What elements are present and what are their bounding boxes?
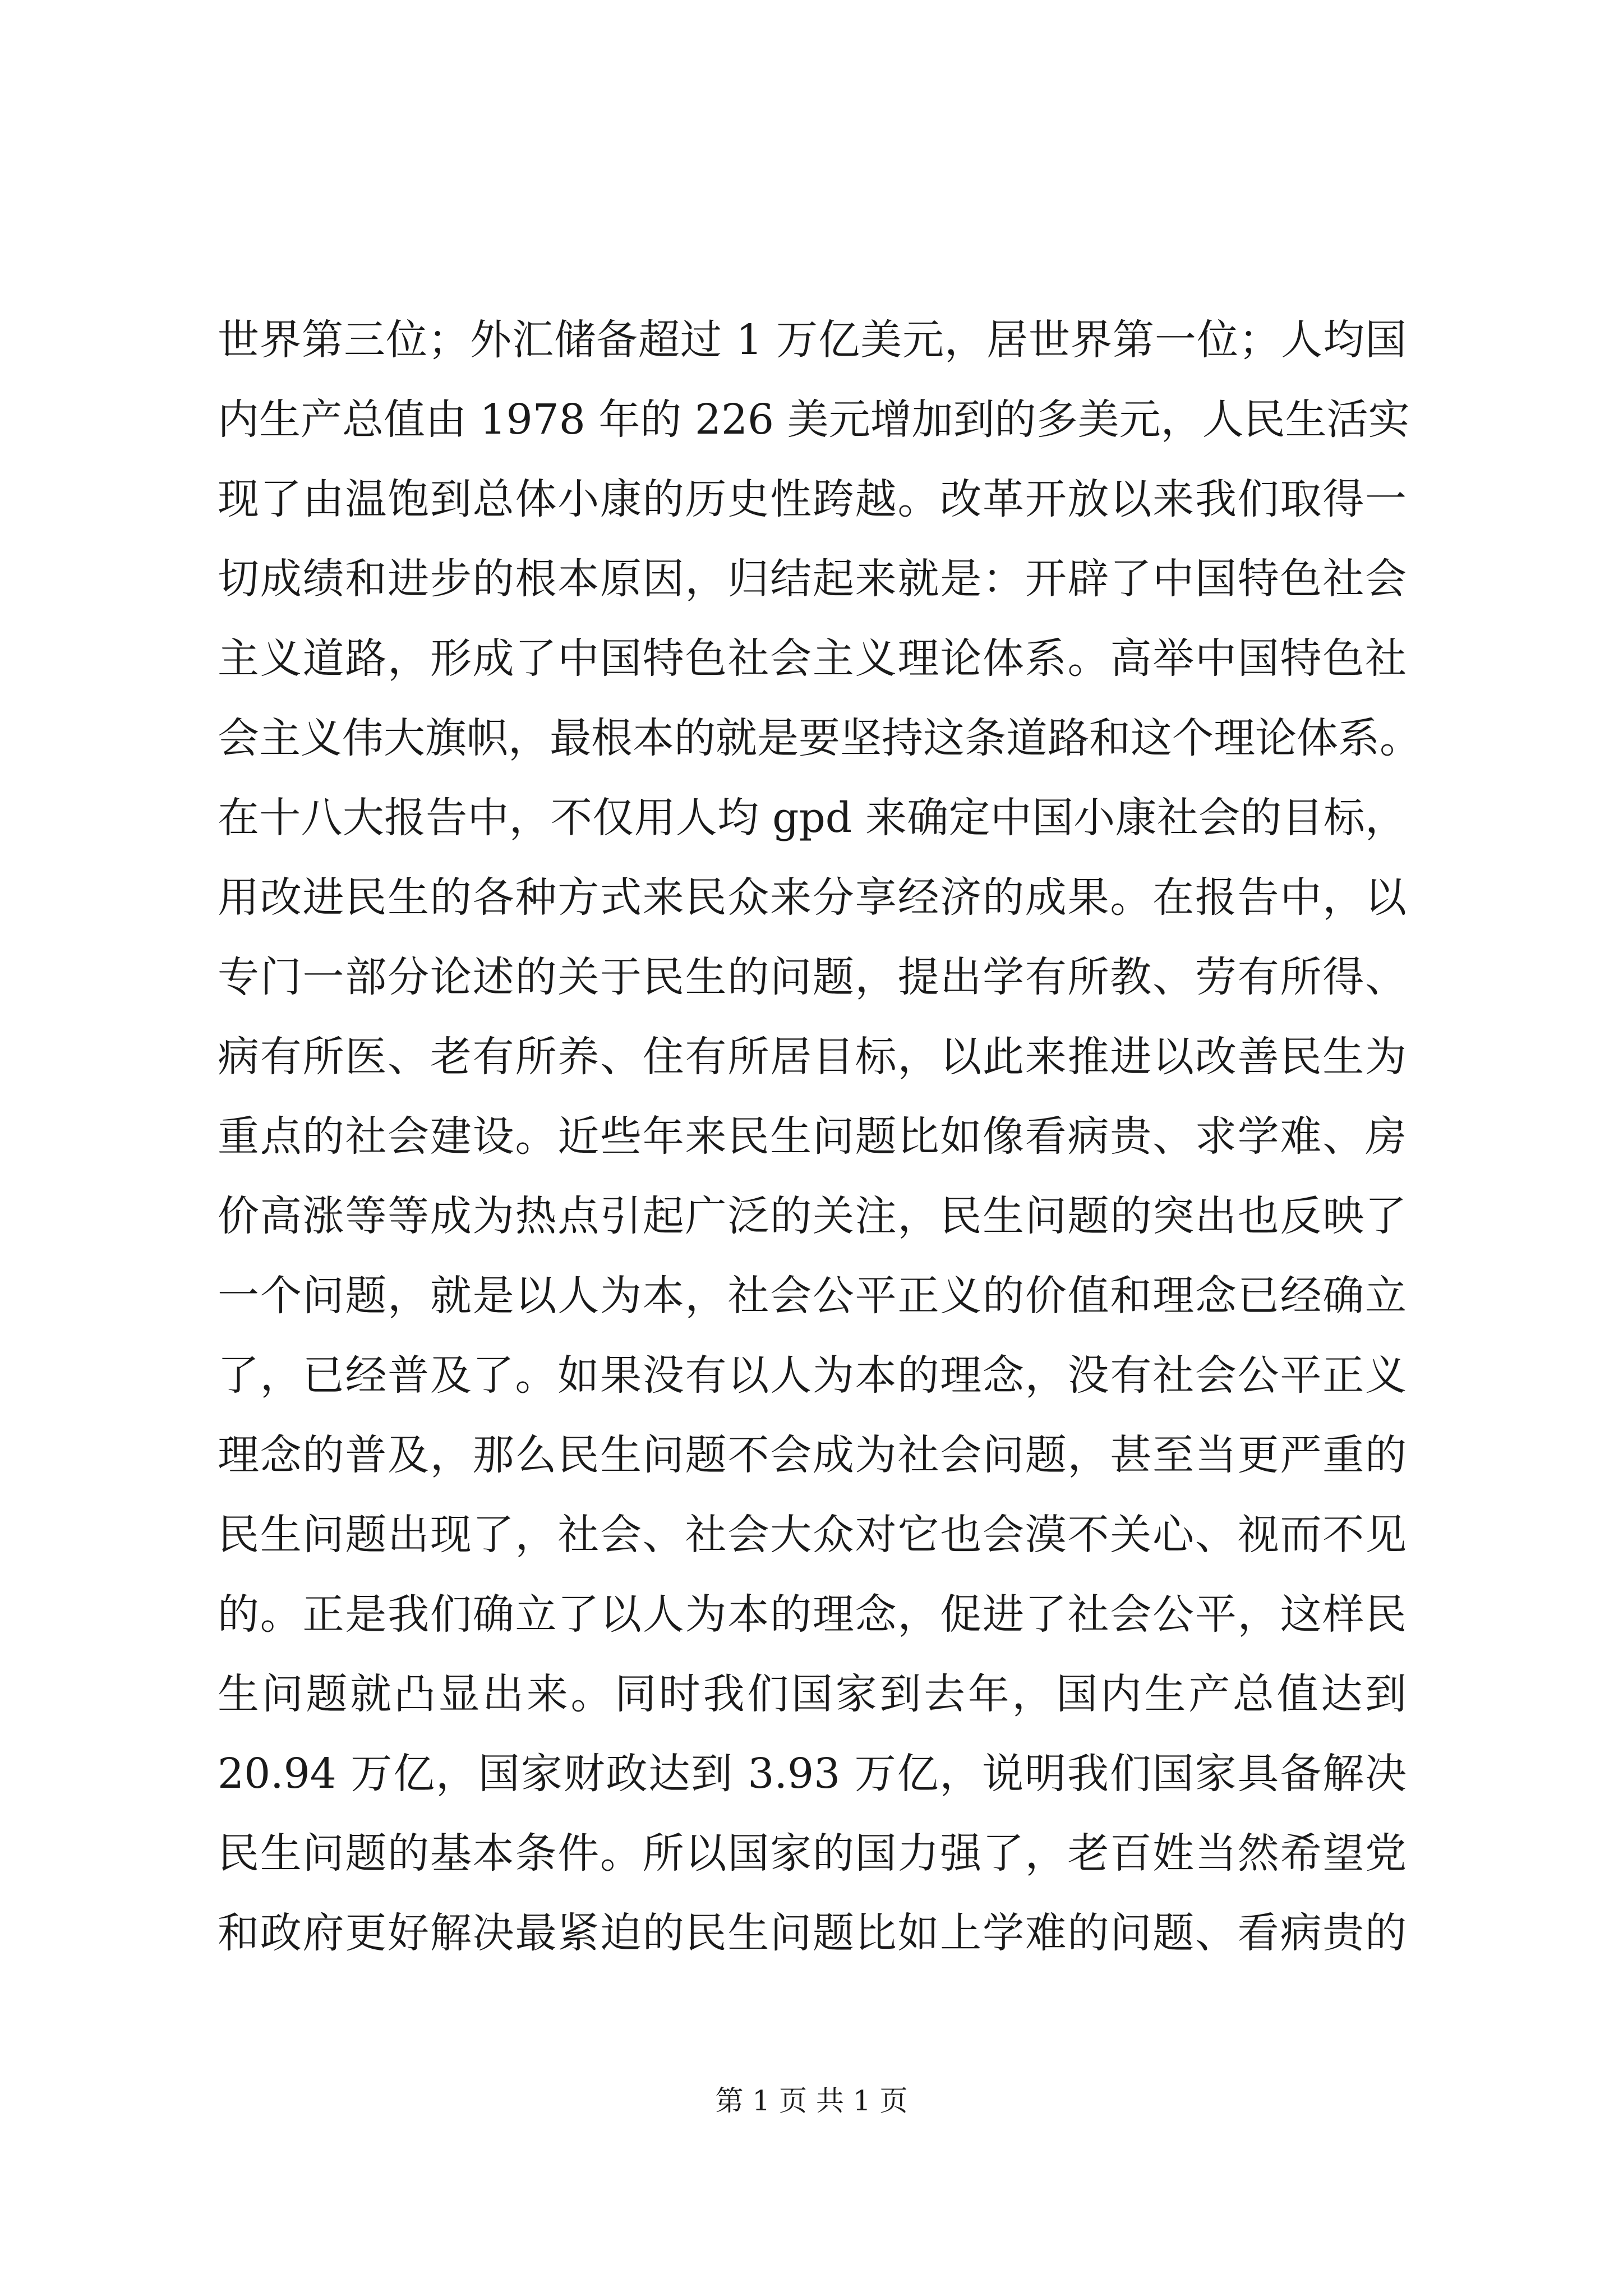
text-line: 切成绩和进步的根本原因，归结起来就是：开辟了中国特色社会: [218, 555, 1407, 603]
text-line: 一个问题，就是以人为本，社会公平正义的价值和理念已经确立: [218, 1272, 1407, 1320]
text-line: 价高涨等等成为热点引起广泛的关注，民生问题的突出也反映了: [218, 1192, 1407, 1240]
text-line: 的。正是我们确立了以人为本的理念，促进了社会公平，这样民: [218, 1590, 1407, 1639]
text-line: 主义道路，形成了中国特色社会主义理论体系。高举中国特色社: [218, 634, 1407, 683]
text-line: 重点的社会建设。近些年来民生问题比如像看病贵、求学难、房: [218, 1112, 1407, 1161]
text-line: 现了由温饱到总体小康的历史性跨越。改革开放以来我们取得一: [218, 475, 1407, 523]
text-line: 在十八大报告中，不仅用人均 gpd 来确定中国小康社会的目标，: [218, 794, 1407, 842]
text-line: 和政府更好解决最紧迫的民生问题比如上学难的问题、看病贵的: [218, 1909, 1407, 1957]
text-line: 世界第三位；外汇储备超过 1 万亿美元，居世界第一位；人均国: [218, 316, 1407, 364]
text-line: 会主义伟大旗帜，最根本的就是要坚持这条道路和这个理论体系。: [218, 714, 1421, 762]
text-line: 病有所医、老有所养、住有所居目标，以此来推进以改善民生为: [218, 1033, 1407, 1081]
text-line: 生问题就凸显出来。同时我们国家到去年，国内生产总值达到: [218, 1670, 1407, 1718]
text-line: 专门一部分论述的关于民生的问题，提出学有所教、劳有所得、: [218, 953, 1407, 1001]
text-line: 了，已经普及了。如果没有以人为本的理念，没有社会公平正义: [218, 1351, 1407, 1400]
text-line: 民生问题的基本条件。所以国家的国力强了，老百姓当然希望党: [218, 1829, 1407, 1878]
text-line: 20.94 万亿，国家财政达到 3.93 万亿，说明我们国家具备解决: [218, 1750, 1407, 1798]
text-line: 理念的普及，那么民生问题不会成为社会问题，甚至当更严重的: [218, 1431, 1407, 1479]
body-text: [218, 300, 1421, 1973]
page-number-footer: 第 1 页 共 1 页: [715, 2085, 908, 2117]
text-line: 民生问题出现了，社会、社会大众对它也会漠不关心、视而不见: [218, 1511, 1407, 1559]
text-line: 内生产总值由 1978 年的 226 美元增加到的多美元，人民生活实: [218, 395, 1410, 444]
text-line: 用改进民生的各种方式来民众来分享经济的成果。在报告中，以: [218, 873, 1407, 922]
